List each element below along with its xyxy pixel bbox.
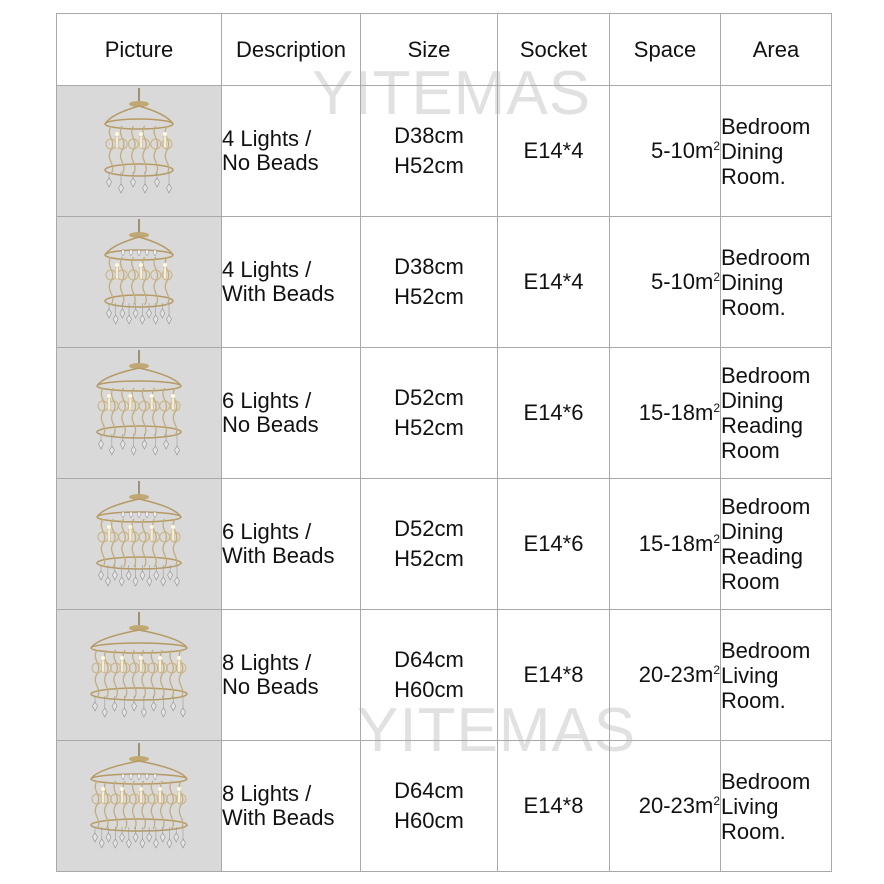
product-photo <box>57 348 222 479</box>
header-description: Description <box>222 14 361 86</box>
area-line: Reading <box>721 413 803 438</box>
space-value: 5-10m <box>650 269 714 294</box>
area-line: Room. <box>721 687 786 713</box>
size-line: H60cm <box>394 677 464 702</box>
area-line: Bedroom <box>721 494 811 519</box>
description-cell <box>222 86 361 217</box>
size-line: D38cm <box>394 123 464 148</box>
space-cell <box>610 348 721 479</box>
description-line: No Beads <box>222 412 319 437</box>
size-line: H52cm <box>394 546 464 571</box>
area-line: Reading <box>721 544 803 569</box>
description-line: With Beads <box>222 805 335 830</box>
product-photo <box>57 86 222 217</box>
space-unit-exponent: 2 <box>713 401 720 415</box>
table-row <box>57 86 832 217</box>
description-line: 4 Lights / <box>222 126 312 151</box>
size-line: D64cm <box>394 647 464 672</box>
space-value: 15-18m <box>638 400 714 425</box>
chandelier-icon <box>57 348 221 478</box>
table-row <box>57 741 832 872</box>
header-space: Space <box>610 14 721 86</box>
size-line: D38cm <box>394 254 464 279</box>
size-cell <box>361 348 498 479</box>
table-row <box>57 348 832 479</box>
description-cell <box>222 348 361 479</box>
chandelier-icon <box>57 479 221 609</box>
space-value: 20-23m <box>638 662 714 687</box>
description-cell <box>222 479 361 610</box>
description-line: 8 Lights / <box>222 650 312 675</box>
size-cell <box>361 86 498 217</box>
socket-cell: E14*6 <box>498 479 610 610</box>
area-line: Dining <box>721 388 784 413</box>
table-row <box>57 610 832 741</box>
description-cell <box>222 217 361 348</box>
header-socket: Socket <box>498 14 610 86</box>
area-line: Room <box>721 438 780 463</box>
socket-cell: E14*8 <box>498 610 610 741</box>
space-cell <box>610 217 721 348</box>
area-line: Bedroom <box>721 363 811 388</box>
description-line: No Beads <box>222 674 319 699</box>
header-row <box>57 14 832 86</box>
description-line: 8 Lights / <box>222 781 312 806</box>
size-cell <box>361 217 498 348</box>
size-line: D52cm <box>394 516 464 541</box>
area-line: Room. <box>721 818 786 844</box>
space-value: 20-23m <box>638 793 714 818</box>
table-row <box>57 479 832 610</box>
size-cell <box>361 479 498 610</box>
space-unit-exponent: 2 <box>713 794 720 808</box>
size-cell <box>361 741 498 872</box>
chandelier-icon <box>57 610 221 740</box>
area-cell <box>721 741 832 872</box>
space-unit-exponent: 2 <box>713 663 720 677</box>
size-line: D52cm <box>394 385 464 410</box>
description-line: 4 Lights / <box>222 257 312 282</box>
header-area: Area <box>721 14 832 86</box>
area-line: Dining <box>721 269 784 295</box>
space-cell <box>610 86 721 217</box>
product-photo <box>57 217 222 348</box>
product-photo <box>57 610 222 741</box>
socket-cell: E14*6 <box>498 348 610 479</box>
space-unit-exponent: 2 <box>713 139 720 153</box>
description-line: 6 Lights / <box>222 388 312 413</box>
watermark: YITEMAS <box>312 59 592 128</box>
area-cell <box>721 86 832 217</box>
socket-cell: E14*4 <box>498 86 610 217</box>
space-value: 15-18m <box>638 531 714 556</box>
socket-cell: E14*8 <box>498 741 610 872</box>
area-cell <box>721 348 832 479</box>
area-line: Dining <box>721 138 784 164</box>
watermark: YITEMAS <box>357 696 637 765</box>
area-line: Living <box>721 793 779 819</box>
header-size: Size <box>361 14 498 86</box>
size-line: H52cm <box>394 153 464 178</box>
product-photo <box>57 479 222 610</box>
area-line: Bedroom <box>721 244 811 270</box>
space-cell <box>610 610 721 741</box>
area-line: Room <box>721 569 780 594</box>
area-cell <box>721 479 832 610</box>
area-line: Room. <box>721 294 786 320</box>
header-picture: Picture <box>57 14 222 86</box>
spec-table <box>56 13 832 872</box>
description-line: With Beads <box>222 281 335 306</box>
size-line: H60cm <box>394 808 464 833</box>
socket-cell: E14*4 <box>498 217 610 348</box>
size-line: H52cm <box>394 284 464 309</box>
chandelier-icon <box>57 741 221 871</box>
space-cell <box>610 479 721 610</box>
space-unit-exponent: 2 <box>713 532 720 546</box>
product-photo <box>57 741 222 872</box>
size-line: H52cm <box>394 415 464 440</box>
description-line: No Beads <box>222 150 319 175</box>
chandelier-icon <box>57 217 221 347</box>
description-cell <box>222 610 361 741</box>
area-line: Bedroom <box>721 113 811 139</box>
chandelier-icon <box>57 86 221 216</box>
area-line: Bedroom <box>721 768 811 794</box>
area-line: Living <box>721 662 779 688</box>
description-cell <box>222 741 361 872</box>
description-line: With Beads <box>222 543 335 568</box>
area-line: Room. <box>721 163 786 189</box>
description-line: 6 Lights / <box>222 519 312 544</box>
space-cell <box>610 741 721 872</box>
area-cell <box>721 610 832 741</box>
area-cell <box>721 217 832 348</box>
space-value: 5-10m <box>650 138 714 163</box>
table-row <box>57 217 832 348</box>
size-cell <box>361 610 498 741</box>
space-unit-exponent: 2 <box>713 270 720 284</box>
area-line: Bedroom <box>721 637 811 663</box>
size-line: D64cm <box>394 778 464 803</box>
area-line: Dining <box>721 519 784 544</box>
